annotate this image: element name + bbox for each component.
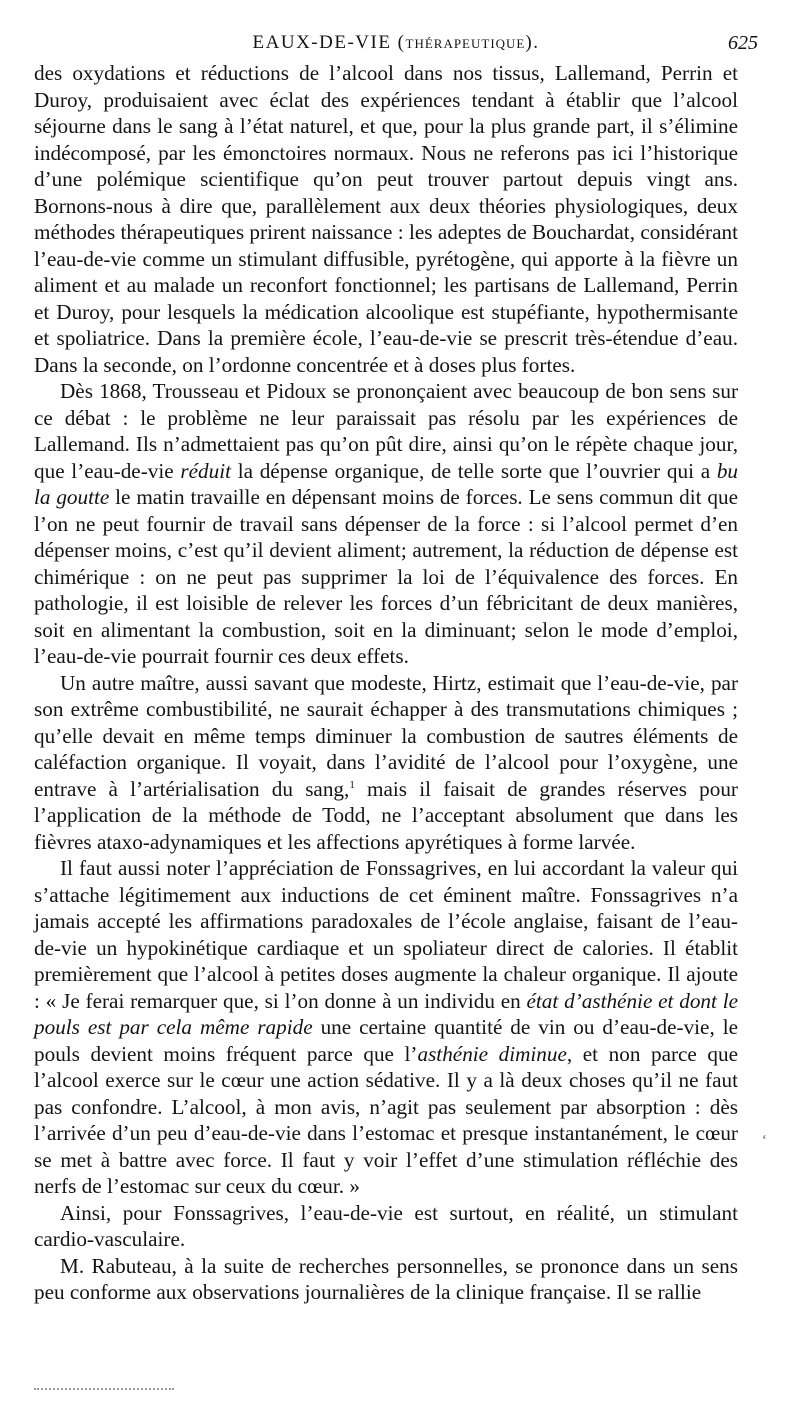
margin-mark: ‘ xyxy=(762,1133,767,1148)
italic-text: asthénie diminue xyxy=(417,1041,567,1066)
paragraph-text: Un autre maître, aussi savant que modeste, Hirtz, estimait que l’eau-de-vie, par son extrême combustibilité, ne saurait échapper à des transmutations chimiques ; qu’elle devait en même temps diminuer la combustion de sautres éléments de caléfaction organique. Il voyait, dans l’avidité de l’alcool pour l’oxygène, une entrave à l’artérialisation du sang, xyxy=(34,670,738,801)
italic-text: état d’asthénie et dont le pouls est par cela même rapide xyxy=(34,988,738,1039)
body-text xyxy=(34,60,738,1306)
italic-text: bu la goutte xyxy=(34,458,738,509)
paragraph-text: mais il faisait de grandes réserves pour l’application de la méthode de Todd, ne l’acceptant absolument que dans les fièvres ataxo-adynamiques et les affections apyrétiques à forme larvée. xyxy=(34,776,738,854)
paragraph-p1 xyxy=(34,60,738,378)
running-title-smallcaps: THÉRAPEUTIQUE xyxy=(405,36,526,51)
paragraph-p3 xyxy=(34,670,738,856)
paragraph-text: Ainsi, pour Fonssagrives, l’eau-de-vie est surtout, en réalité, un stimulant cardio-vasculaire. xyxy=(34,1200,738,1251)
running-title-end: ). xyxy=(525,32,540,53)
paragraph-text: , et non parce que l’alcool exerce sur le cœur une action sédative. Il y a là deux choses qu’il ne faut pas confondre. L’alcool, à mon avis, n’agit pas seulement par absorption : dès l’arrivée d’un peu d’eau-de-vie dans l’estomac et presque instantanément, le cœur se met à battre avec force. Il faut y voir l’effet d’une stimulation réfléchie des nerfs de l’estomac sur ceux du cœur. » xyxy=(34,1041,738,1198)
paragraph-p2 xyxy=(34,378,738,670)
paragraph-text: une certaine quantité de vin ou d’eau-de-vie, le pouls devient moins fréquent parce que l’ xyxy=(34,1015,738,1066)
paragraph-p4 xyxy=(34,855,738,1200)
italic-text: réduit xyxy=(180,458,231,483)
paragraph-p6 xyxy=(34,1253,738,1306)
running-head xyxy=(34,8,758,54)
paragraph-text: Dès 1868, Trousseau et Pidoux se prononçaient avec beaucoup de bon sens sur ce débat : le problème ne leur paraissait pas résolu par les expériences de Lallemand. Ils n’admettaient pas qu’on pût dire, ainsi qu’on le répète chaque jour, que l’eau-de-vie xyxy=(34,379,738,483)
footer-rule xyxy=(34,1388,174,1390)
paragraph-p5 xyxy=(34,1200,738,1253)
paragraph-text: le matin travaille en dépensant moins de forces. Le sens commun dit que l’on ne peut fournir de travail sans dépenser de la force : si l’alcool permet d’en dépenser moins, c’est qu’il devient aliment; autrement, la réduction de dépense est chimérique : on ne peut pas supprimer la loi de l’équivalence des forces. En pathologie, il est loisible de relever les forces d’un fébricitant de deux manières, soit en alimentant la combustion, soit en la diminuant; selon le mode d’emploi, l’eau-de-vie pourrait fournir ces deux effets. xyxy=(34,485,738,668)
running-title xyxy=(34,32,758,54)
running-title-main: EAUX-DE-VIE ( xyxy=(252,32,406,53)
paragraph-text: la dépense organique, de telle sorte que l’ouvrier qui a xyxy=(230,458,717,483)
paragraph-text: Il faut aussi noter l’appréciation de Fonssagrives, en lui accordant la valeur qui s’attache légitimement aux inductions de cet éminent maître. Fonssagrives n’a jamais accepté les affirmations paradoxales de l’école anglaise, faisant de l’eau-de-vie un hypokinétique cardiaque et un spoliateur direct de calories. Il établit premièrement que l’alcool à petites doses augmente la chaleur organique. Il ajoute : « Je ferai remarquer que, si l’on donne à un individu en xyxy=(34,856,738,1013)
paragraph-text: des oxydations et réductions de l’alcool dans nos tissus, Lallemand, Perrin et Duroy, produisaient avec éclat des expériences tendant à établir que l’alcool séjourne dans le sang à l’état naturel, et que, pour la plus grande part, il s’élimine indécomposé, par les émonctoires normaux. Nous ne referons pas ici l’historique d’une polémique scientifique qu’on peut trouver partout depuis vingt ans. Bornons-nous à dire que, parallèlement aux deux théories physiologiques, deux méthodes thérapeutiques prirent naissance : les adeptes de Bouchardat, considérant l’eau-de-vie comme un stimulant diffusible, pyrétogène, qui apporte à la fièvre un aliment et au malade un reconfort fonctionnel; les partisans de Lallemand, Perrin et Duroy, pour lesquels la médication alcoolique est stupéfiante, hypothermisante et spoliatrice. Dans la première école, l’eau-de-vie se prescrit très-étendue d’eau. Dans la seconde, on l’ordonne concentrée et à doses plus fortes. xyxy=(34,61,738,377)
paragraph-text: M. Rabuteau, à la suite de recherches personnelles, se prononce dans un sens peu conforme aux observations journalières de la clinique française. Il se rallie xyxy=(34,1253,738,1304)
footnote-marker: 1 xyxy=(349,778,355,791)
page-number: 625 xyxy=(728,32,758,54)
